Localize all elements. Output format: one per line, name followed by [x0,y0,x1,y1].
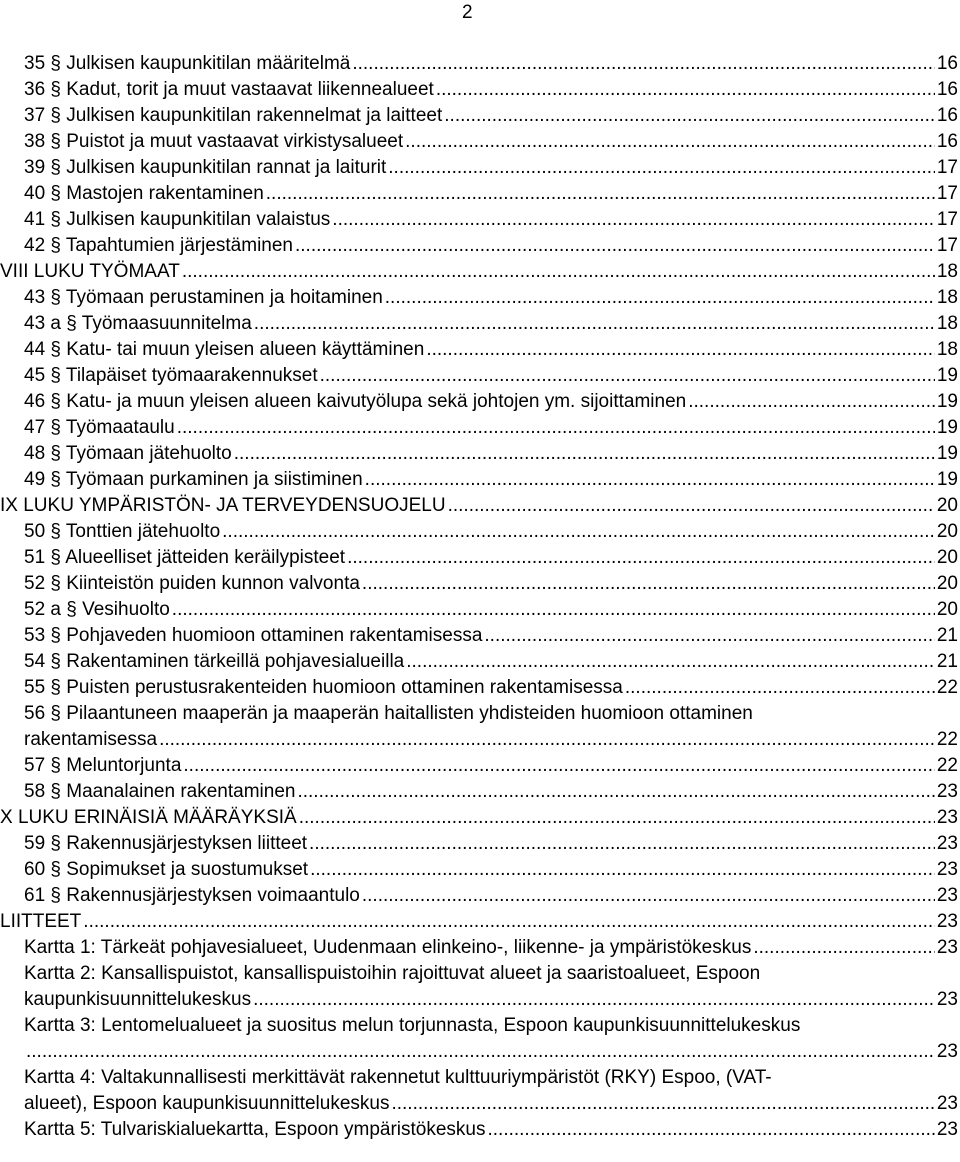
toc-entry[interactable] [0,597,958,623]
table-of-contents [0,51,958,1143]
dot-leader [405,129,935,155]
toc-entry[interactable] [0,1117,958,1143]
toc-entry-title: 49 § Työmaan purkaminen ja siistiminen [24,469,363,490]
dot-leader [332,207,935,233]
toc-entry-page: 21 [936,625,958,646]
dot-leader [297,779,934,805]
dot-leader [83,909,935,935]
dot-leader [320,363,935,389]
dot-leader [253,987,935,1013]
toc-entry-page: 19 [936,469,958,490]
toc-entry[interactable] [0,363,958,389]
dot-leader [448,493,935,519]
toc-entry-title: IX LUKU YMPÄRISTÖN- JA TERVEYDENSUOJELU [0,495,446,516]
toc-entry-title: 47 § Työmaataulu [24,417,175,438]
dot-leader [159,727,935,753]
toc-entry[interactable] [0,51,958,77]
dot-leader [295,233,935,259]
toc-entry-title: 52 § Kiinteistön puiden kunnon valvonta [24,573,360,594]
toc-entry-page: 18 [936,313,958,334]
dot-leader [299,805,935,831]
toc-entry-page: 17 [936,235,958,256]
toc-entry-title-continued: alueet), Espoon kaupunkisuunnittelukeskus [24,1093,390,1114]
toc-entry[interactable] [0,129,958,155]
toc-entry-page: 19 [936,417,958,438]
toc-entry-title: 44 § Katu- tai muun yleisen alueen käyttäminen [24,339,425,360]
dot-leader [426,337,935,363]
dot-leader [444,103,935,129]
toc-entry-page: 22 [936,729,958,750]
toc-entry[interactable] [0,493,958,519]
toc-entry-title: 43 § Työmaan perustaminen ja hoitaminen [24,287,383,308]
toc-entry-title: 35 § Julkisen kaupunkitilan määritelmä [24,53,351,74]
page-number: 2 [462,2,473,23]
toc-entry[interactable] [0,233,958,259]
toc-entry-page: 23 [936,989,958,1010]
toc-entry[interactable] [0,311,958,337]
dot-leader [362,571,935,597]
toc-entry-page: 20 [936,547,958,568]
toc-entry-page: 23 [936,1041,958,1062]
toc-entry-title: X LUKU ERINÄISIÄ MÄÄRÄYKSIÄ [0,807,297,828]
toc-entry[interactable] [0,103,958,129]
toc-entry-title: 53 § Pohjaveden huomioon ottaminen rakentamisessa [24,625,483,646]
toc-entry-title: Kartta 4: Valtakunnallisesti merkittävät rakennetut kulttuuriympäristöt (RKY) Espoo, (VAT- [24,1067,772,1088]
toc-entry-title: 60 § Sopimukset ja suostumukset [24,859,309,880]
toc-entry-page: 20 [936,521,958,542]
toc-entry-page: 17 [936,157,958,178]
toc-entry[interactable] [0,623,958,649]
toc-entry-page: 23 [936,859,958,880]
toc-entry[interactable] [0,155,958,181]
toc-entry[interactable] [0,77,958,103]
toc-entry-title: 56 § Pilaantuneen maaperän ja maaperän haitallisten yhdisteiden huomioon ottaminen [24,703,753,724]
toc-entry-title: Kartta 3: Lentomelualueet ja suositus melun torjunnasta, Espoon kaupunkisuunnittelukeskus [24,1015,801,1036]
dot-leader [391,1091,934,1117]
toc-entry-title: 57 § Meluntorjunta [24,755,182,776]
toc-entry-page: 22 [936,677,958,698]
dot-leader [362,883,935,909]
toc-entry[interactable] [0,519,958,545]
toc-entry-title: 58 § Maanalainen rakentaminen [24,781,296,802]
dot-leader [385,285,935,311]
toc-entry-page: 17 [936,209,958,230]
toc-entry-title: 51 § Alueelliset jätteiden keräilypisteet [24,547,346,568]
toc-entry[interactable] [0,831,958,857]
toc-entry[interactable] [0,883,958,909]
toc-entry[interactable] [0,467,958,493]
toc-entry-title: 36 § Kadut, torit ja muut vastaavat liikennealueet [24,79,434,100]
dot-leader [365,467,935,493]
toc-entry-title: Kartta 1: Tärkeät pohjavesialueet, Uudenmaan elinkeino-, liikenne- ja ympäristökeskus [24,937,752,958]
dot-leader [406,649,935,675]
dot-leader [254,311,935,337]
toc-entry[interactable] [0,701,958,753]
toc-entry[interactable] [0,337,958,363]
toc-entry[interactable] [0,805,958,831]
toc-entry-page: 19 [936,365,958,386]
dot-leader [177,415,935,441]
dot-leader [172,597,935,623]
toc-entry-title: 37 § Julkisen kaupunkitilan rakennelmat ja laitteet [24,105,443,126]
toc-entry[interactable] [0,753,958,779]
dot-leader [753,935,935,961]
toc-entry[interactable] [0,909,958,935]
toc-entry[interactable] [0,961,958,1013]
toc-entry-title: 59 § Rakennusjärjestyksen liitteet [24,833,308,854]
toc-entry-title: 40 § Mastojen rakentaminen [24,183,264,204]
toc-entry[interactable] [0,441,958,467]
toc-entry-page: 20 [936,573,958,594]
dot-leader [222,519,935,545]
toc-entry-title: Kartta 5: Tulvariskialuekartta, Espoon ympäristökeskus [24,1119,486,1140]
toc-entry-page: 18 [936,261,958,282]
toc-entry-title: 61 § Rakennusjärjestyksen voimaantulo [24,885,360,906]
toc-entry-title-continued: kaupunkisuunnittelukeskus [24,989,252,1010]
toc-entry-page: 20 [936,495,958,516]
dot-leader [309,831,935,857]
dot-leader [266,181,935,207]
toc-entry-page: 23 [936,911,958,932]
toc-entry[interactable] [0,259,958,285]
toc-entry-title: 48 § Työmaan jätehuolto [24,443,232,464]
dot-leader [347,545,935,571]
toc-entry[interactable] [0,181,958,207]
dot-leader [436,77,935,103]
toc-entry-title: 38 § Puistot ja muut vastaavat virkistysalueet [24,131,404,152]
toc-entry-title: LIITTEET [0,911,82,932]
toc-entry-page: 23 [936,1119,958,1140]
toc-entry-title: 42 § Tapahtumien järjestäminen [24,235,293,256]
dot-leader [234,441,935,467]
toc-entry[interactable] [0,649,958,675]
toc-entry-page: 19 [936,443,958,464]
toc-entry-page: 19 [936,391,958,412]
toc-entry-page: 21 [936,651,958,672]
toc-entry[interactable] [0,207,958,233]
toc-entry-page: 23 [936,781,958,802]
toc-entry-page: 23 [936,937,958,958]
dot-leader [183,753,934,779]
toc-entry-page: 23 [936,1093,958,1114]
toc-entry[interactable] [0,1013,958,1065]
toc-entry-title: 45 § Tilapäiset työmaarakennukset [24,365,318,386]
toc-entry[interactable] [0,545,958,571]
toc-entry[interactable] [0,571,958,597]
toc-entry-page: 20 [936,599,958,620]
toc-entry-page: 16 [936,53,958,74]
toc-entry[interactable] [0,779,958,805]
toc-entry-title: 55 § Puisten perustusrakenteiden huomioon ottaminen rakentamisessa [24,677,623,698]
toc-entry-title: 50 § Tonttien jätehuolto [24,521,221,542]
toc-entry-page: 23 [936,885,958,906]
toc-entry-title: VIII LUKU TYÖMAAT [0,261,180,282]
dot-leader [487,1117,934,1143]
toc-entry-title: Kartta 2: Kansallispuistot, kansallispuistoihin rajoittuvat alueet ja saaristoalueet, Espoon [24,963,761,984]
toc-entry-title: 54 § Rakentaminen tärkeillä pohjavesialueilla [24,651,405,672]
toc-entry[interactable] [0,1065,958,1117]
dot-leader [182,259,935,285]
toc-entry-title: 43 a § Työmaasuunnitelma [24,313,252,334]
dot-leader [26,1039,935,1065]
toc-entry-page: 16 [936,131,958,152]
toc-entry-page: 16 [936,105,958,126]
toc-entry-title-continued: rakentamisessa [24,729,158,750]
toc-entry[interactable] [0,857,958,883]
dot-leader [484,623,934,649]
toc-entry-page: 18 [936,287,958,308]
toc-entry[interactable] [0,935,958,961]
toc-entry[interactable] [0,389,958,415]
toc-entry[interactable] [0,285,958,311]
toc-entry-page: 16 [936,79,958,100]
toc-entry-title: 41 § Julkisen kaupunkitilan valaistus [24,209,331,230]
toc-entry[interactable] [0,675,958,701]
toc-entry[interactable] [0,415,958,441]
toc-entry-page: 17 [936,183,958,204]
toc-entry-page: 23 [936,833,958,854]
toc-entry-title: 39 § Julkisen kaupunkitilan rannat ja laiturit [24,157,387,178]
dot-leader [388,155,935,181]
toc-entry-page: 18 [936,339,958,360]
dot-leader [688,389,935,415]
toc-entry-page: 23 [936,807,958,828]
toc-entry-title: 52 a § Vesihuolto [24,599,170,620]
dot-leader [310,857,935,883]
dot-leader [625,675,935,701]
toc-entry-title: 46 § Katu- ja muun yleisen alueen kaivutyölupa sekä johtojen ym. sijoittaminen [24,391,687,412]
dot-leader [352,51,935,77]
toc-entry-page: 22 [936,755,958,776]
